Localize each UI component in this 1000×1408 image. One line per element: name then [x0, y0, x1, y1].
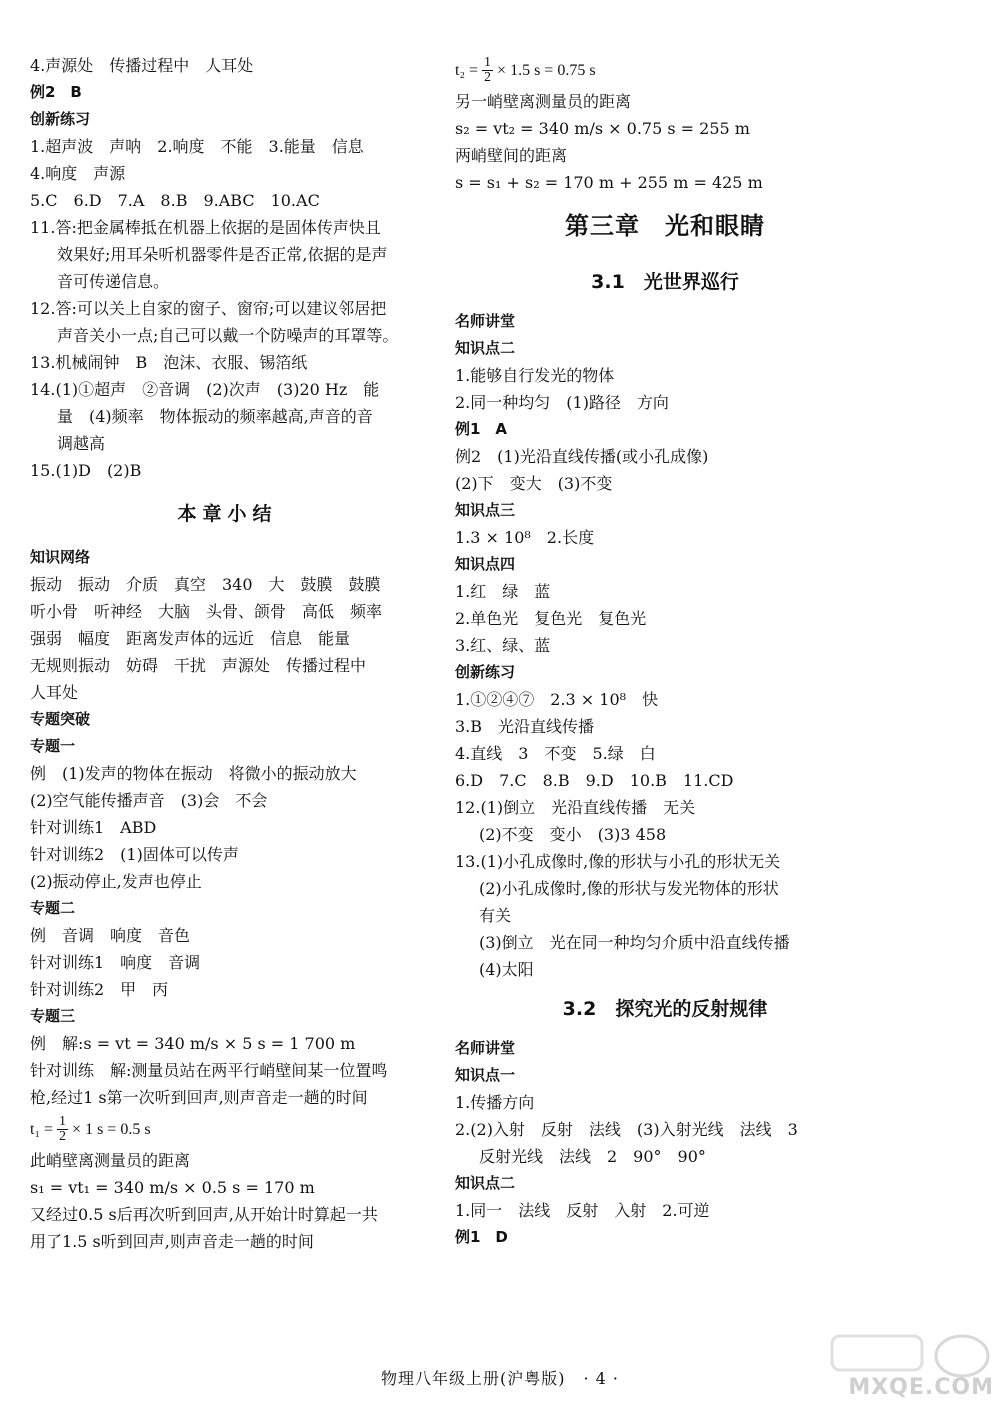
bold-label: 例1 D [455, 1228, 508, 1246]
left-column [30, 52, 425, 1255]
bold-label: 专题二 [30, 899, 76, 917]
bold-label: 创新练习 [455, 663, 516, 681]
answer-line: 1.红 绿 蓝 [455, 582, 551, 601]
answer-line: 11.答:把金属棒抵在机器上依据的是固体传声快且 [30, 218, 381, 237]
answer-line: s₂ = vt₂ = 340 m/s × 0.75 s = 255 m [455, 119, 750, 138]
right-column [455, 52, 875, 1251]
answer-line: 此峭壁离测量员的距离 [30, 1151, 191, 1170]
formula-line [30, 1111, 425, 1147]
section-title: 3.2 探究光的反射规律 [562, 998, 768, 1020]
bold-label: 知识点三 [455, 501, 516, 519]
answer-line: 13.(1)小孔成像时,像的形状与小孔的形状无关 [455, 852, 781, 871]
bold-label: 名师讲堂 [455, 1039, 516, 1057]
answer-line: 例 解:s = vt = 340 m/s × 5 s = 1 700 m [30, 1034, 356, 1053]
answer-line-continued: (3)倒立 光在同一种均匀介质中沿直线传播 [479, 933, 790, 952]
answer-line: 2.同一种均匀 (1)路径 方向 [455, 393, 669, 412]
chapter-title: 第三章 光和眼睛 [565, 212, 765, 240]
watermark-text: MXQE.COM [848, 1375, 994, 1400]
answer-line-continued: (2)不变 变小 (3)3 458 [479, 825, 667, 844]
answer-line: 针对训练 解:测量员站在两平行峭壁间某一位置鸣 [30, 1061, 388, 1080]
bold-label: 专题突破 [30, 710, 91, 728]
answer-line: 6.D 7.C 8.B 9.D 10.B 11.CD [455, 771, 734, 790]
formula-lhs: t₂ = [455, 61, 479, 79]
answer-line: 针对训练1 ABD [30, 818, 157, 837]
formula-rhs: × 1.5 s = 0.75 s [497, 61, 596, 79]
answer-line-continued: 调越高 [57, 434, 106, 453]
answer-line: s₁ = vt₁ = 340 m/s × 0.5 s = 170 m [30, 1178, 315, 1197]
answer-line: 振动 振动 介质 真空 340 大 鼓膜 鼓膜 [30, 575, 381, 594]
answer-line: 强弱 幅度 距离发声体的远近 信息 能量 [30, 629, 351, 648]
answer-line: 人耳处 [30, 683, 79, 702]
answer-line: 3.B 光沿直线传播 [455, 717, 595, 736]
bold-label: 名师讲堂 [455, 312, 516, 330]
bold-label: 创新练习 [30, 110, 91, 128]
fraction [57, 1115, 68, 1144]
answer-line: 针对训练1 响度 音调 [30, 953, 201, 972]
formula-lhs: t₁ = [30, 1120, 54, 1138]
bold-label: 知识点四 [455, 555, 516, 573]
bold-label: 知识网络 [30, 548, 91, 566]
page-number: · 4 · [583, 1369, 620, 1388]
bold-label: 专题三 [30, 1007, 76, 1025]
answer-line-continued: (4)太阳 [479, 960, 534, 979]
watermark-logo [812, 1328, 998, 1404]
bold-label: 例1 A [455, 420, 508, 438]
answer-line: 2.单色光 复色光 复色光 [455, 609, 647, 628]
answer-line: 14.(1)①超声 ②音调 (2)次声 (3)20 Hz 能 [30, 380, 380, 399]
fraction-numerator: 1 [59, 1113, 67, 1129]
answer-line-continued: 声音关小一点;自己可以戴一个防噪声的耳罩等。 [57, 326, 399, 345]
answer-line: (2)空气能传播声音 (3)会 不会 [30, 791, 268, 810]
answer-line: 针对训练2 (1)固体可以传声 [30, 845, 239, 864]
bold-label: 专题一 [30, 737, 76, 755]
answer-line: 12.答:可以关上自家的窗子、窗帘;可以建议邻居把 [30, 299, 387, 318]
fraction [482, 56, 493, 85]
answer-line: (2)下 变大 (3)不变 [455, 474, 613, 493]
answer-line: 例 音调 响度 音色 [30, 926, 191, 945]
bold-label: 知识点二 [455, 1174, 516, 1192]
answer-line: 用了1.5 s听到回声,则声音走一趟的时间 [30, 1232, 314, 1251]
answer-line: 枪,经过1 s第一次听到回声,则声音走一趟的时间 [30, 1088, 368, 1107]
answer-line: 1.同一 法线 反射 入射 2.可逆 [455, 1201, 710, 1220]
answer-line: 两峭壁间的距离 [455, 146, 568, 165]
answer-line: 2.(2)入射 反射 法线 (3)入射光线 法线 3 [455, 1120, 798, 1139]
answer-line: 例 (1)发声的物体在振动 将微小的振动放大 [30, 764, 357, 783]
answer-line: 听小骨 听神经 大脑 头骨、颌骨 高低 频率 [30, 602, 383, 621]
answer-line: 4.声源处 传播过程中 人耳处 [30, 56, 254, 75]
answer-line-continued: 反射光线 法线 2 90° 90° [479, 1147, 706, 1166]
answer-line: 例2 (1)光沿直线传播(或小孔成像) [455, 447, 709, 466]
answer-line: 无规则振动 妨碍 干扰 声源处 传播过程中 [30, 656, 367, 675]
answer-line: 另一峭壁离测量员的距离 [455, 92, 632, 111]
formula-line [455, 52, 875, 88]
answer-line: 1.3 × 10⁸ 2.长度 [455, 528, 595, 547]
chapter-summary-title: 本章小结 [177, 503, 278, 525]
fraction-denominator: 2 [484, 69, 492, 85]
answer-line: 又经过0.5 s后再次听到回声,从开始计时算起一共 [30, 1205, 378, 1224]
answer-line: (2)振动停止,发声也停止 [30, 872, 202, 891]
answer-line: 1.能够自行发光的物体 [455, 366, 615, 385]
answer-line: 15.(1)D (2)B [30, 461, 142, 480]
bold-label: 知识点二 [455, 339, 516, 357]
answer-line: 1.①②④⑦ 2.3 × 10⁸ 快 [455, 690, 659, 709]
formula-rhs: × 1 s = 0.5 s [72, 1120, 151, 1138]
bold-label: 知识点一 [455, 1066, 516, 1084]
answer-line: 4.响度 声源 [30, 164, 126, 183]
answer-line: 1.超声波 声呐 2.响度 不能 3.能量 信息 [30, 137, 364, 156]
answer-line: 13.机械闹钟 B 泡沫、衣服、锡箔纸 [30, 353, 308, 372]
answer-line-continued: (2)小孔成像时,像的形状与发光物体的形状 [479, 879, 779, 898]
answer-line: 12.(1)倒立 光沿直线传播 无关 [455, 798, 696, 817]
answer-line: 1.传播方向 [455, 1093, 535, 1112]
answer-line-continued: 音可传递信息。 [57, 272, 170, 291]
answer-line: 5.C 6.D 7.A 8.B 9.ABC 10.AC [30, 191, 320, 210]
fraction-numerator: 1 [484, 54, 492, 70]
answer-line: 针对训练2 甲 丙 [30, 980, 169, 999]
section-title: 3.1 光世界巡行 [591, 271, 739, 293]
answer-line-continued: 量 (4)频率 物体振动的频率越高,声音的音 [57, 407, 373, 426]
answer-line: 4.直线 3 不变 5.绿 白 [455, 744, 656, 763]
answer-line-continued: 效果好;用耳朵听机器零件是否正常,依据的是声 [57, 245, 388, 264]
fraction-denominator: 2 [59, 1128, 67, 1144]
bold-label: 例2 B [30, 83, 82, 101]
answer-line: s = s₁ + s₂ = 170 m + 255 m = 425 m [455, 173, 763, 192]
book-title: 物理八年级上册(沪粤版) [380, 1369, 566, 1388]
answer-line: 3.红、绿、蓝 [455, 636, 551, 655]
answer-line-continued: 有关 [479, 906, 512, 925]
